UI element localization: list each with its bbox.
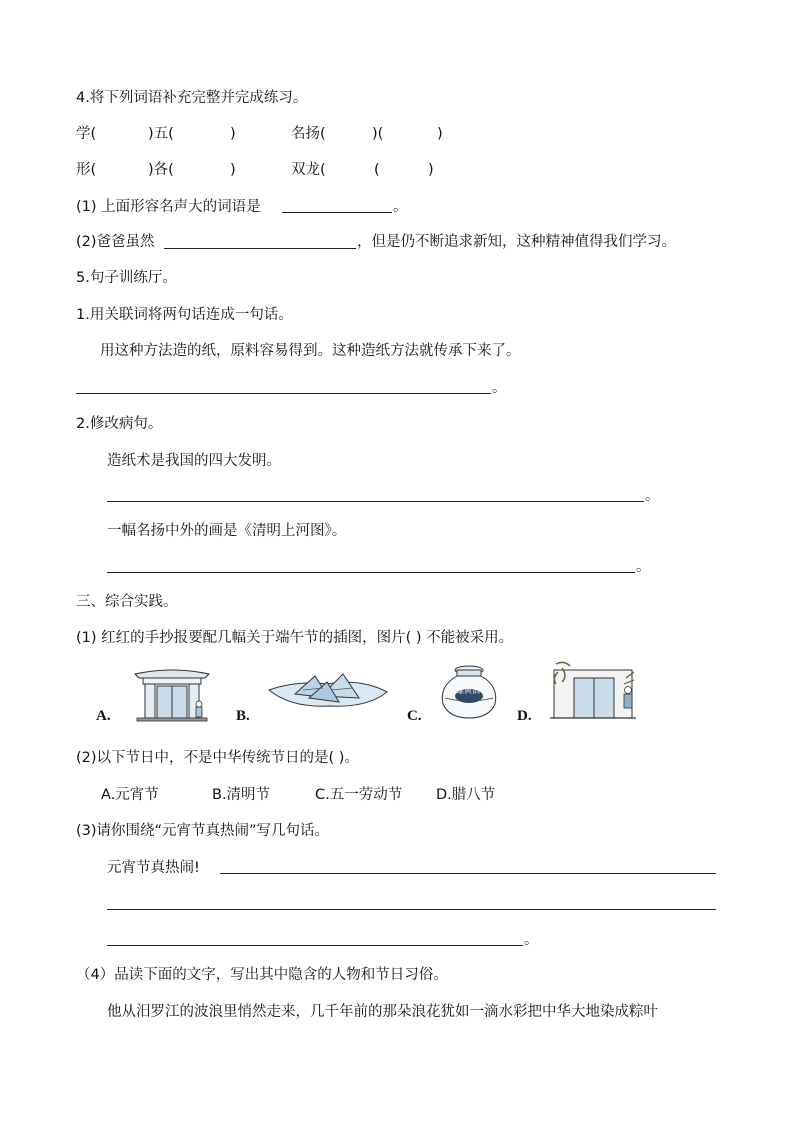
q5-p2-answer-line-1[interactable]	[107, 501, 644, 502]
q5-p2-sentence-1: 造纸术是我国的四大发明。	[107, 453, 281, 469]
gate-building-icon	[133, 664, 211, 722]
option-a-label: A.	[96, 708, 111, 724]
s3-q2-option-b[interactable]: B.清明节	[212, 787, 271, 803]
s3-q2-option-c[interactable]: C.五一劳动节	[315, 787, 403, 803]
q5-p1-sentence: 用这种方法造的纸，原料容易得到。这种造纸方法就传承下来了。	[100, 343, 521, 359]
q4-sub2-text: (2)爸爸虽然	[76, 234, 155, 250]
idiom-4-part-b: (	[374, 162, 380, 178]
wine-jar-label: 雄黄酒	[456, 686, 480, 695]
idiom-2-part-c: )	[437, 126, 443, 142]
idiom-4-part-c: )	[428, 162, 434, 178]
q4-sub1-text: (1) 上面形容名声大的词语是	[76, 199, 261, 215]
idiom-1-part-c: )	[230, 126, 236, 142]
s3-q4-passage: 他从汨罗江的波浪里悄然走来，几千年前的那朵浪花犹如一滴水彩把中华大地染成粽叶	[107, 1004, 658, 1020]
q5-title: 5.句子训练厅。	[76, 270, 177, 286]
s3-q2-text: (2)以下节日中，不是中华传统节日的是( )。	[76, 750, 359, 766]
s3-q3-text: (3)请你围绕“元宵节真热闹”写几句话。	[76, 823, 330, 839]
s3-q1-text: (1) 红红的手抄报要配几幅关于端午节的插图，图片( ) 不能被采用。	[76, 630, 514, 646]
s3-q2-option-a[interactable]: A.元宵节	[101, 787, 159, 803]
idiom-1-part-b: )五(	[148, 126, 174, 142]
q5-p2-sentence-2: 一幅名扬中外的画是《清明上河图》。	[107, 523, 347, 539]
q5-p2-title: 2.修改病句。	[76, 416, 163, 432]
q5-p2-answer-line-2[interactable]	[107, 572, 635, 573]
option-d-label: D.	[517, 708, 532, 724]
s3-q3-answer-line-3[interactable]	[107, 945, 523, 946]
idiom-3-part-c: )	[230, 162, 236, 178]
q5-p1-end: 。	[492, 380, 507, 396]
q5-p1-answer-line[interactable]	[76, 393, 491, 394]
idiom-3-part-b: )各(	[148, 162, 174, 178]
q5-p2-end-1: 。	[645, 488, 660, 504]
q4-sub1-answer-line[interactable]	[282, 212, 392, 213]
section-3-title: 三、综合实践。	[76, 594, 178, 610]
q4-sub2-answer-line[interactable]	[164, 248, 356, 249]
s3-q3-lead: 元宵节真热闹!	[107, 860, 200, 876]
s3-q3-answer-line-1[interactable]	[220, 873, 716, 874]
q4-sub1-end: 。	[393, 199, 408, 215]
zongzi-icon	[267, 668, 389, 712]
s3-q3-answer-line-2[interactable]	[107, 909, 716, 910]
option-c-label: C.	[407, 708, 422, 724]
idiom-2-part-b: )(	[372, 126, 384, 142]
s3-q2-option-d[interactable]: D.腊八节	[436, 787, 496, 803]
q4-title: 4.将下列词语补充完整并完成练习。	[76, 90, 308, 106]
s3-q4-text: （4）品读下面的文字，写出其中隐含的人物和节日习俗。	[76, 967, 448, 983]
s3-q3-end: 。	[524, 932, 539, 948]
door-mugwort-icon	[548, 660, 638, 722]
q5-p2-end-2: 。	[636, 559, 651, 575]
idiom-3-part-a: 形(	[76, 162, 97, 178]
idiom-1-part-a: 学(	[76, 126, 97, 142]
idiom-4-part-a: 双龙(	[291, 162, 326, 178]
q4-sub2-rest: ，但是仍不断追求新知，这种精神值得我们学习。	[357, 234, 676, 250]
q5-p1-title: 1.用关联词将两句话连成一句话。	[76, 307, 293, 323]
idiom-2-part-a: 名扬(	[291, 126, 326, 142]
option-b-label: B.	[236, 708, 250, 724]
